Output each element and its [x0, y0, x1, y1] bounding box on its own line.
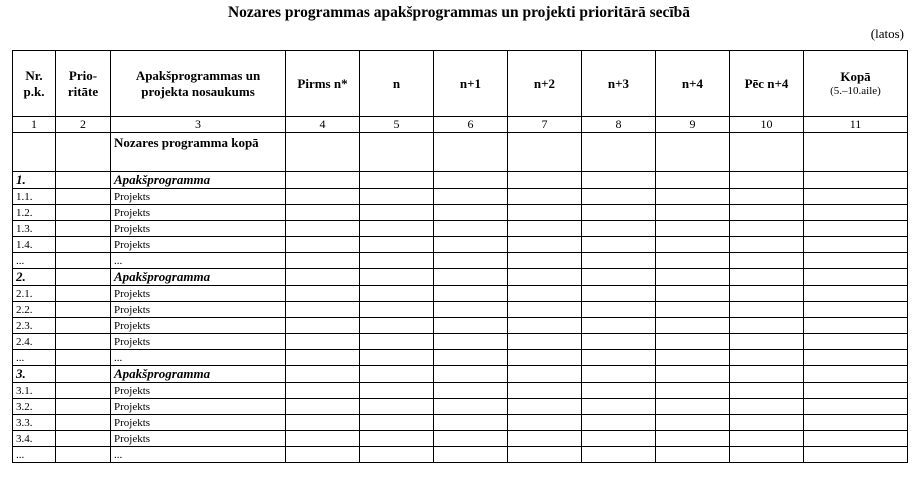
cell — [360, 286, 434, 302]
cell — [508, 383, 582, 399]
project-row — [13, 205, 908, 221]
cell — [582, 399, 656, 415]
row-number: 2.4. — [13, 334, 56, 350]
cell — [360, 302, 434, 318]
cell — [286, 334, 360, 350]
cell — [582, 366, 656, 383]
cell — [730, 286, 804, 302]
cell — [582, 205, 656, 221]
project-name: Projekts — [111, 431, 286, 447]
cell — [656, 237, 730, 253]
cell — [56, 366, 111, 383]
cell — [656, 334, 730, 350]
cell — [656, 383, 730, 399]
cell — [804, 253, 908, 269]
cell — [730, 269, 804, 286]
row-number: ... — [13, 253, 56, 269]
col-header-n1: n+1 — [434, 51, 508, 117]
cell — [286, 447, 360, 463]
project-name: Projekts — [111, 205, 286, 221]
cell — [804, 269, 908, 286]
column-number: 11 — [804, 117, 908, 133]
column-number: 6 — [434, 117, 508, 133]
column-number: 7 — [508, 117, 582, 133]
project-row — [13, 431, 908, 447]
cell — [804, 205, 908, 221]
row-number: 3.2. — [13, 399, 56, 415]
cell — [508, 447, 582, 463]
column-number: 8 — [582, 117, 656, 133]
project-name: Projekts — [111, 286, 286, 302]
cell — [656, 133, 730, 172]
row-number: 3.4. — [13, 431, 56, 447]
cell — [434, 415, 508, 431]
cell — [804, 431, 908, 447]
cell — [286, 133, 360, 172]
cell — [508, 318, 582, 334]
cell — [56, 253, 111, 269]
project-row — [13, 350, 908, 366]
cell — [434, 286, 508, 302]
project-row — [13, 447, 908, 463]
cell — [508, 302, 582, 318]
table-body — [13, 133, 908, 463]
cell — [360, 253, 434, 269]
row-number: 2.1. — [13, 286, 56, 302]
cell — [582, 431, 656, 447]
cell — [56, 189, 111, 205]
cell — [804, 133, 908, 172]
cell — [582, 221, 656, 237]
row-number: 1.1. — [13, 189, 56, 205]
subprogram-name: Apakšprogramma — [111, 366, 286, 383]
cell — [360, 399, 434, 415]
cell — [360, 172, 434, 189]
cell — [656, 350, 730, 366]
cell — [656, 318, 730, 334]
cell — [804, 350, 908, 366]
project-row — [13, 189, 908, 205]
project-row — [13, 383, 908, 399]
cell — [360, 237, 434, 253]
cell — [508, 415, 582, 431]
cell — [286, 399, 360, 415]
project-row — [13, 286, 908, 302]
cell — [360, 415, 434, 431]
cell — [730, 350, 804, 366]
cell — [730, 221, 804, 237]
cell — [656, 205, 730, 221]
subprogram-name: Apakšprogramma — [111, 269, 286, 286]
cell — [56, 415, 111, 431]
cell — [434, 205, 508, 221]
col-header-n2: n+2 — [508, 51, 582, 117]
cell — [656, 269, 730, 286]
cell — [360, 431, 434, 447]
cell — [434, 318, 508, 334]
currency-unit: (latos) — [870, 26, 904, 41]
project-name: Projekts — [111, 383, 286, 399]
cell — [508, 189, 582, 205]
cell — [286, 431, 360, 447]
subprogram-name: Apakšprogramma — [111, 172, 286, 189]
cell — [508, 237, 582, 253]
cell — [434, 447, 508, 463]
project-row — [13, 237, 908, 253]
col-header-priority: Prio-ritāte — [56, 51, 111, 117]
cell — [434, 399, 508, 415]
project-name: Projekts — [111, 334, 286, 350]
cell — [56, 133, 111, 172]
cell — [56, 269, 111, 286]
cell — [582, 383, 656, 399]
cell — [434, 221, 508, 237]
cell — [434, 302, 508, 318]
col-header-before: Pirms n* — [286, 51, 360, 117]
cell — [360, 189, 434, 205]
cell — [656, 431, 730, 447]
cell — [508, 172, 582, 189]
cell — [582, 189, 656, 205]
cell — [13, 133, 56, 172]
cell — [656, 399, 730, 415]
cell — [286, 350, 360, 366]
cell — [434, 133, 508, 172]
cell — [582, 286, 656, 302]
cell — [508, 253, 582, 269]
cell — [56, 221, 111, 237]
cell — [56, 172, 111, 189]
cell — [804, 189, 908, 205]
project-name: Projekts — [111, 399, 286, 415]
project-name: Projekts — [111, 237, 286, 253]
col-header-total-label: Kopā — [840, 69, 871, 84]
cell — [730, 237, 804, 253]
cell — [56, 350, 111, 366]
cell — [730, 431, 804, 447]
cell — [434, 334, 508, 350]
cell — [730, 133, 804, 172]
cell — [730, 383, 804, 399]
project-row — [13, 415, 908, 431]
project-row — [13, 302, 908, 318]
column-number: 1 — [13, 117, 56, 133]
column-number: 5 — [360, 117, 434, 133]
cell — [804, 399, 908, 415]
row-number: 1.3. — [13, 221, 56, 237]
cell — [360, 447, 434, 463]
cell — [582, 318, 656, 334]
cell — [56, 383, 111, 399]
cell — [434, 383, 508, 399]
cell — [56, 334, 111, 350]
cell — [582, 415, 656, 431]
project-name: Projekts — [111, 318, 286, 334]
cell — [286, 383, 360, 399]
cell — [656, 366, 730, 383]
cell — [508, 431, 582, 447]
cell — [656, 447, 730, 463]
cell — [582, 302, 656, 318]
cell — [656, 415, 730, 431]
cell — [730, 366, 804, 383]
cell — [804, 383, 908, 399]
cell — [804, 447, 908, 463]
cell — [730, 205, 804, 221]
project-name: ... — [111, 253, 286, 269]
cell — [56, 286, 111, 302]
cell — [508, 366, 582, 383]
cell — [286, 302, 360, 318]
row-number: 2. — [13, 269, 56, 286]
cell — [582, 334, 656, 350]
cell — [286, 205, 360, 221]
priority-table — [12, 50, 908, 463]
cell — [804, 286, 908, 302]
cell — [56, 237, 111, 253]
cell — [360, 334, 434, 350]
row-number: 1.4. — [13, 237, 56, 253]
project-name: Projekts — [111, 415, 286, 431]
project-row — [13, 318, 908, 334]
row-number: 2.2. — [13, 302, 56, 318]
row-number: ... — [13, 447, 56, 463]
cell — [56, 399, 111, 415]
cell — [656, 221, 730, 237]
cell — [730, 334, 804, 350]
project-row — [13, 221, 908, 237]
cell — [730, 415, 804, 431]
cell — [582, 172, 656, 189]
cell — [286, 269, 360, 286]
column-number: 9 — [656, 117, 730, 133]
column-number: 4 — [286, 117, 360, 133]
cell — [804, 415, 908, 431]
cell — [656, 172, 730, 189]
subprogram-row — [13, 366, 908, 383]
cell — [508, 399, 582, 415]
cell — [56, 302, 111, 318]
row-number: ... — [13, 350, 56, 366]
cell — [508, 205, 582, 221]
cell — [804, 237, 908, 253]
cell — [730, 172, 804, 189]
cell — [730, 302, 804, 318]
column-number: 3 — [111, 117, 286, 133]
col-header-n4: n+4 — [656, 51, 730, 117]
column-number: 2 — [56, 117, 111, 133]
col-header-n: n — [360, 51, 434, 117]
cell — [804, 366, 908, 383]
cell — [730, 318, 804, 334]
cell — [508, 334, 582, 350]
cell — [508, 350, 582, 366]
row-number: 3.1. — [13, 383, 56, 399]
cell — [286, 318, 360, 334]
cell — [508, 286, 582, 302]
col-header-n3: n+3 — [582, 51, 656, 117]
cell — [56, 447, 111, 463]
cell — [286, 366, 360, 383]
cell — [434, 269, 508, 286]
col-header-after: Pēc n+4 — [730, 51, 804, 117]
cell — [508, 133, 582, 172]
cell — [286, 189, 360, 205]
cell — [804, 302, 908, 318]
cell — [434, 237, 508, 253]
cell — [582, 269, 656, 286]
project-name: Projekts — [111, 302, 286, 318]
cell — [56, 431, 111, 447]
row-number: 3.3. — [13, 415, 56, 431]
program-total-label: Nozares programma kopā — [111, 133, 286, 172]
column-number: 10 — [730, 117, 804, 133]
cell — [434, 172, 508, 189]
cell — [804, 221, 908, 237]
cell — [656, 286, 730, 302]
cell — [286, 172, 360, 189]
cell — [434, 366, 508, 383]
cell — [360, 221, 434, 237]
cell — [656, 253, 730, 269]
cell — [582, 253, 656, 269]
project-name: Projekts — [111, 221, 286, 237]
cell — [286, 286, 360, 302]
cell — [804, 318, 908, 334]
project-row — [13, 399, 908, 415]
cell — [804, 334, 908, 350]
cell — [730, 189, 804, 205]
row-number: 3. — [13, 366, 56, 383]
cell — [360, 133, 434, 172]
cell — [286, 415, 360, 431]
project-name: ... — [111, 350, 286, 366]
cell — [56, 205, 111, 221]
cell — [508, 221, 582, 237]
program-total-row — [13, 133, 908, 172]
column-number-row — [13, 117, 908, 133]
cell — [508, 269, 582, 286]
cell — [730, 253, 804, 269]
header-row — [13, 51, 908, 117]
project-name: ... — [111, 447, 286, 463]
col-header-total-sub: (5.–10.aile) — [830, 85, 881, 97]
cell — [656, 302, 730, 318]
cell — [434, 253, 508, 269]
cell — [582, 447, 656, 463]
cell — [360, 318, 434, 334]
subprogram-row — [13, 269, 908, 286]
cell — [360, 350, 434, 366]
cell — [360, 366, 434, 383]
cell — [730, 447, 804, 463]
col-header-nr: Nr. p.k. — [13, 51, 56, 117]
cell — [286, 237, 360, 253]
cell — [582, 133, 656, 172]
cell — [434, 189, 508, 205]
cell — [582, 350, 656, 366]
cell — [656, 189, 730, 205]
cell — [730, 399, 804, 415]
cell — [286, 253, 360, 269]
cell — [434, 431, 508, 447]
cell — [434, 350, 508, 366]
project-row — [13, 334, 908, 350]
cell — [56, 318, 111, 334]
subprogram-row — [13, 172, 908, 189]
cell — [360, 205, 434, 221]
col-header-name: Apakšprogrammas un projekta nosaukums — [111, 51, 286, 117]
project-name: Projekts — [111, 189, 286, 205]
row-number: 1. — [13, 172, 56, 189]
cell — [360, 269, 434, 286]
col-header-total — [804, 51, 908, 117]
cell — [286, 221, 360, 237]
cell — [582, 237, 656, 253]
cell — [360, 383, 434, 399]
project-row — [13, 253, 908, 269]
cell — [804, 172, 908, 189]
row-number: 1.2. — [13, 205, 56, 221]
document-title: Nozares programmas apakšprogrammas un projekti prioritārā secībā — [227, 4, 691, 21]
row-number: 2.3. — [13, 318, 56, 334]
